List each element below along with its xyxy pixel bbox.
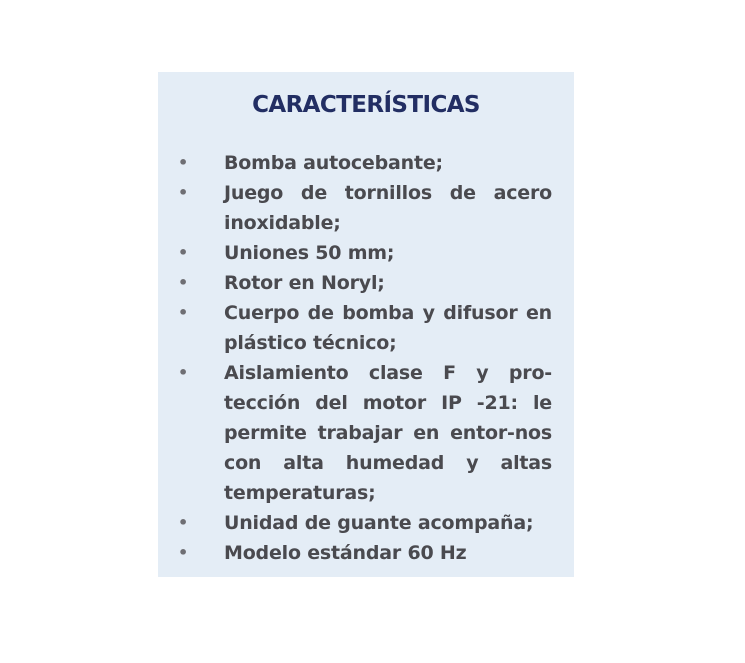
feature-item [158,298,574,358]
bullet-icon: • [178,303,189,322]
bullet-icon: • [178,183,189,202]
bullet-icon: • [178,363,189,382]
bullet-icon: • [178,513,189,532]
features-list [158,148,574,568]
feature-item [158,538,574,568]
feature-text: Rotor en Noryl; [224,272,385,294]
bullet-icon: • [178,273,189,292]
feature-item [158,238,574,268]
feature-text: Uniones 50 mm; [224,242,395,264]
bullet-icon: • [178,543,189,562]
bullet-icon: • [178,153,189,172]
feature-text: Cuerpo de bomba y difusor en plástico técnico; [224,302,552,354]
feature-text: Modelo estándar 60 Hz [224,542,467,564]
bullet-icon: • [178,243,189,262]
feature-text: Juego de tornillos de acero inoxidable; [224,182,552,234]
features-card [158,72,574,577]
feature-item [158,268,574,298]
feature-text: Bomba autocebante; [224,152,443,174]
feature-item [158,178,574,238]
card-title: CARACTERÍSTICAS [252,92,480,118]
feature-item [158,358,574,508]
feature-item [158,148,574,178]
feature-text: Unidad de guante acompaña; [224,512,534,534]
feature-item [158,508,574,538]
feature-text: Aislamiento clase F y pro-tección del motor IP -21: le permite trabajar en entor-nos con alta humedad y altas temperaturas; [224,362,552,504]
